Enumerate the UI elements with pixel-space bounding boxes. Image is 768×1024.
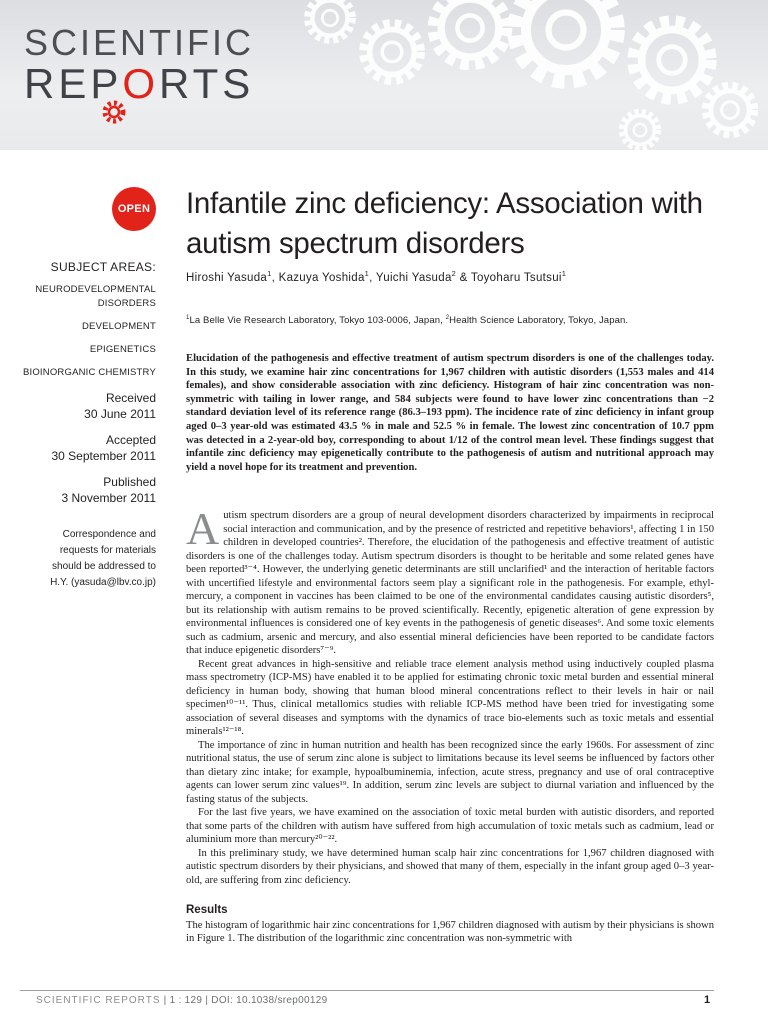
body-paragraph: For the last five years, we have examined on the association of toxic metal burden with autistic disorders, and reported that some parts of the children with autism have suffered from high accumulation of toxic metals such as cadmium, lead or aluminium more than mercury²⁰⁻²². — [186, 807, 714, 845]
subject-area-item[interactable]: DEVELOPMENT — [82, 321, 156, 332]
footer-citation — [36, 995, 327, 1006]
accepted-label: Accepted — [105, 433, 156, 447]
journal-logo-line1: SCIENTIFIC — [24, 22, 255, 63]
body-paragraph: Recent great advances in high-sensitive and reliable trace element analysis method using inductively coupled plasma mass spectrometry (ICP-MS) have enabled it to be applied for estimating chronic toxic metal burden and essential mineral deficiency in human body, showing that human blood mineral concentrations reflect to their levels in hair or nail specimen¹⁰⁻¹¹. Thus, clinical metallomics studies with reliable ICP-MS method have been tried for investigating some association of several diseases and symptoms with the dynamics of trace bio-elements such as toxic metals and essential minerals¹²⁻¹⁸. — [186, 658, 714, 737]
journal-header-band — [0, 0, 768, 150]
abstract-text: Elucidation of the pathogenesis and effective treatment of autism spectrum disorders is one of the challenges today. In this study, we examine hair zinc concentrations for 1,967 children with autistic disorders (1,553 males and 414 females), and show considerable association with zinc deficiency. Histogram of hair zinc concentration was non-symmetric with tailing in lower range, and 584 subjects were found to have lower zinc concentrations than −2 standard deviation level of its reference range (86.3–193 ppm). The incidence rate of zinc deficiency in infant group aged 0–3 year-old was estimated 43.5 % in male and 52.5 % in female. The lowest zinc concentration of 10.7 ppm was detected in a 2-year-old boy, corresponding to about 1/12 of the control mean level. These findings suggest that infantile zinc deficiency may epigenetically contribute to the pathogenesis of autism and nutritional approach may yield a novel hope for its treatment and prevention. — [186, 353, 714, 473]
subject-areas — [20, 260, 156, 389]
published-label: Published — [103, 475, 156, 489]
subject-area-item[interactable]: NEURODEVELOPMENTAL DISORDERS — [35, 284, 156, 309]
accepted-date: 30 September 2011 — [51, 449, 156, 463]
results-heading: Results — [186, 904, 228, 916]
affiliations: $^1$La Belle Vie Research Laboratory, Tokyo 103-0006, Japan, $^2$Health Science Laboratory, Tokyo, Japan. — [186, 313, 629, 326]
open-access-badge: OPEN — [112, 187, 156, 231]
author-name[interactable]: Yuichi Yasuda — [375, 272, 452, 284]
article-title: Infantile zinc deficiency: Association with autism spectrum disorders — [186, 187, 703, 260]
article-dates — [20, 390, 156, 516]
footer-divider — [20, 990, 714, 991]
subject-area-item[interactable]: EPIGENETICS — [89, 344, 156, 355]
body-paragraph: In this preliminary study, we have determined human scalp hair zinc concentrations for 1,967 children diagnosed with autistic spectrum disorders by their physicians, and showed that many of them, especially in the infant group aged 0–3 year-old, are suffering from zinc deficiency. — [186, 847, 714, 886]
affiliation-2: Health Science Laboratory, Tokyo, Japan. — [449, 315, 629, 326]
footer-journal-name: SCIENTIFIC REPORTS — [36, 995, 161, 1006]
footer-doi[interactable]: | 1 : 129 | DOI: 10.1038/srep00129 — [163, 995, 328, 1006]
received-date: 30 June 2011 — [84, 407, 156, 421]
body-paragraph: The importance of zinc in human nutrition and health has been recognized since the early 1960s. For assessment of zinc nutritional status, the use of serum zinc alone is subject to limitations because its level seems be influenced by factors other than dietary zinc intake; for example, hypoalbuminemia, infection, acute stress, pregnancy and use of oral contraceptive agents can lower serum zinc values¹⁹. In addition, serum zinc levels are subject to diurnal variation and influenced by the fasting status of the subjects. — [186, 739, 714, 805]
drop-cap: A — [186, 503, 220, 554]
author-name[interactable]: Hiroshi Yasuda — [186, 272, 268, 284]
affiliation-1: La Belle Vie Research Laboratory, Tokyo 103-0006, Japan, — [189, 315, 443, 326]
body-paragraph: The histogram of logarithmic hair zinc concentrations for 1,967 children diagnosed with autism by their physicians is shown in Figure 1. The distribution of the logarithmic zinc concentration was non-symmetric with — [186, 919, 714, 944]
page-number: 1 — [704, 994, 711, 1006]
journal-logo-line2: REPORTS — [24, 60, 255, 107]
subject-areas-title: SUBJECT AREAS: — [50, 260, 156, 274]
subject-area-item[interactable]: BIOINORGANIC CHEMISTRY — [22, 367, 156, 378]
correspondence-note: Correspondence and requests for materials should be addressed to H.Y. (yasuda@lbv.co.jp) — [50, 529, 156, 588]
author-name[interactable]: Toyoharu Tsutsui — [470, 272, 562, 284]
article-body — [186, 503, 714, 946]
author-name[interactable]: Kazuya Yoshida — [278, 272, 365, 284]
received-label: Received — [105, 391, 156, 405]
published-date: 3 November 2011 — [61, 491, 156, 505]
author-list: Hiroshi Yasuda$^1$, Kazuya Yoshida$^1$, Yuichi Yasuda$^2$ & Toyoharu Tsutsui$^1$ — [186, 269, 567, 284]
logo-gear-o: O — [122, 60, 160, 107]
body-paragraph: Autism spectrum disorders are a group of neural development disorders characterized by impairments in reciprocal social interaction and communication, and by the presence of restricted and repetitive behaviors¹, affecting 1 in 150 children in developed countries². Therefore, the elucidation of the pathogenesis and effective treatment of autistic disorders is one of the challenges today. Autism spectrum disorders is thought to be heritable and some related genes have been reported³⁻⁴. However, the underlying genetic determinants are still unclarified¹ and the interaction of heritable factors with uncertified lifestyle and environmental factors seem play a significant role in the pathogenesis. For example, ethyl-mercury, a component in vaccines has been claimed to be one of the environmental candidates causing autistic disorders⁵, but its relationship with autism remains to be proved scientifically. Recently, epigenetic alteration of gene expression by environmental influences is considered one of key events in the pathogenesis of genetic diseases⁶. And some toxic elements such as cadmium, arsenic and mercury, and also essential mineral deficiencies have been reported to be candidate factors that induce epigenetic disorders⁷⁻⁹. — [186, 503, 714, 656]
